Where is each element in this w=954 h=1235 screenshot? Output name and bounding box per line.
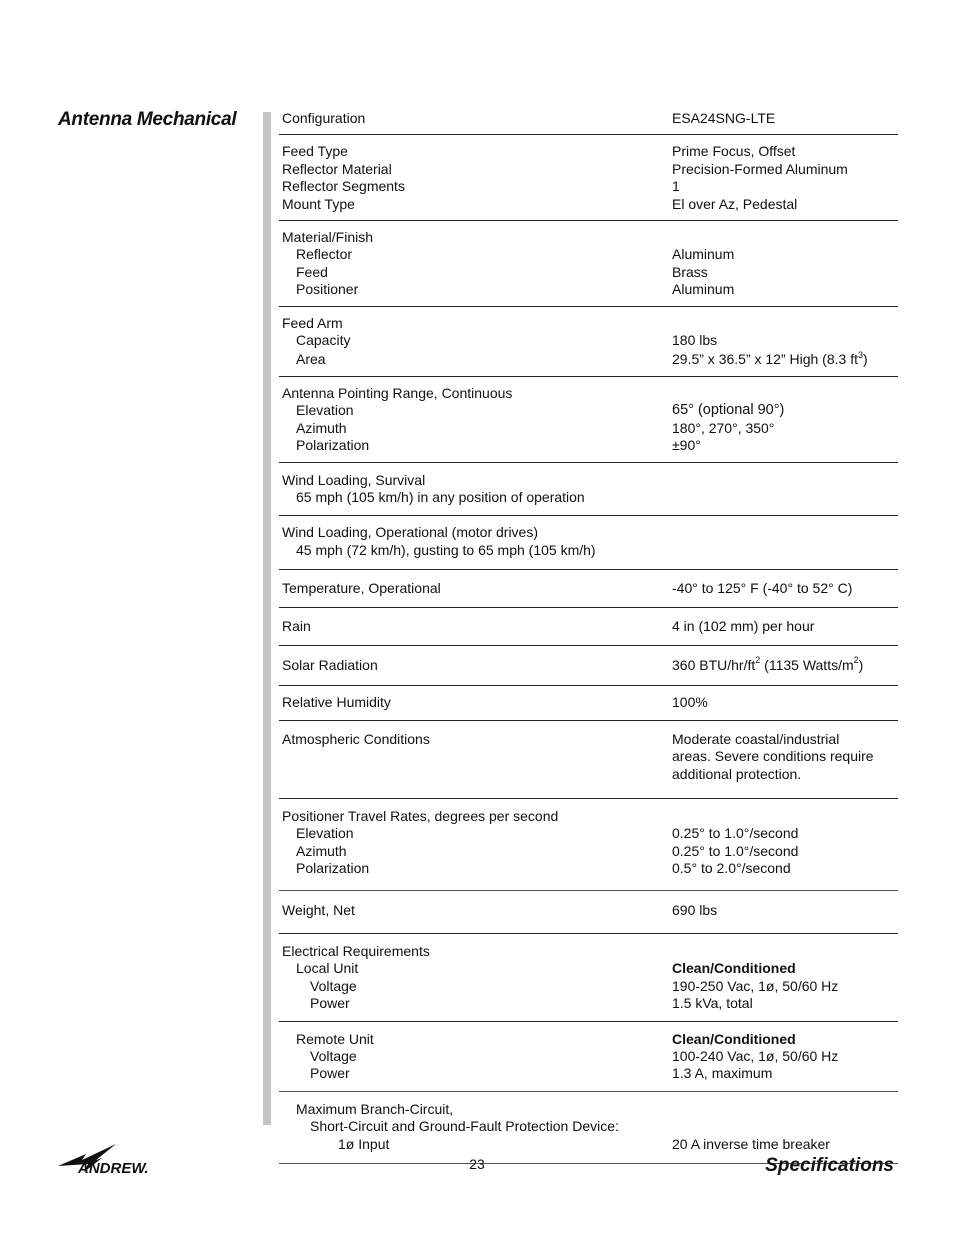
superscript: 3	[857, 349, 863, 360]
footer-section-label: Specifications	[765, 1155, 894, 1176]
spec-label: 65 mph (105 km/h) in any position of operation	[296, 488, 585, 505]
spec-value: Clean/Conditioned	[672, 1030, 796, 1047]
spec-label: Reflector Segments	[282, 178, 405, 195]
spec-label: Wind Loading, Survival	[282, 471, 426, 488]
spec-value	[672, 351, 898, 368]
spec-label: Material/Finish	[282, 229, 374, 246]
spec-value: 100%	[672, 694, 708, 711]
spec-value	[672, 943, 898, 960]
solar-value-close: )	[858, 656, 864, 673]
spec-value: 180 lbs	[672, 332, 718, 349]
spec-row	[279, 694, 898, 711]
spec-label: Polarization	[296, 437, 370, 454]
spec-row	[279, 1031, 898, 1048]
spec-label: Electrical Requirements	[282, 943, 430, 959]
spec-value: 1	[672, 178, 680, 195]
spec-label: Maximum Branch-Circuit,	[296, 1100, 454, 1117]
spec-label: Feed Type	[282, 143, 348, 160]
spec-block-branch-circuit	[279, 1092, 898, 1164]
spec-label: Positioner Travel Rates, degrees per second	[282, 807, 559, 824]
spec-block-atmospheric	[279, 721, 898, 799]
spec-value: 20 A inverse time breaker	[672, 1135, 830, 1152]
spec-value	[672, 524, 898, 541]
spec-value: Aluminum	[672, 281, 735, 298]
solar-value-mid: (1135 Watts/m	[760, 656, 854, 673]
spec-value	[672, 1101, 898, 1118]
spec-block-electrical-local	[279, 934, 898, 1022]
area-value-close: )	[863, 351, 868, 368]
spec-value: ±90°	[672, 437, 701, 454]
spec-block-humidity	[279, 686, 898, 720]
spec-label: Solar Radiation	[282, 656, 378, 673]
solar-value: 360 BTU/hr/ft	[672, 656, 756, 673]
spec-row	[279, 524, 898, 541]
spec-row	[279, 143, 898, 160]
spec-value: ESA24SNG-LTE	[672, 110, 776, 126]
spec-block-pointing-range	[279, 377, 898, 463]
spec-table	[279, 110, 898, 1164]
spec-value: 690 lbs	[672, 901, 718, 918]
spec-row	[279, 580, 898, 597]
spec-row	[279, 196, 898, 213]
spec-value: 190-250 Vac, 1ø, 50/60 Hz	[672, 977, 839, 994]
superscript: 2	[755, 655, 761, 666]
spec-label: Voltage	[310, 1048, 357, 1065]
spec-label: Azimuth	[296, 842, 347, 859]
superscript: 2	[853, 655, 859, 666]
spec-row	[279, 843, 898, 860]
spec-label: Atmospheric Conditions	[282, 730, 430, 747]
spec-row	[279, 1136, 898, 1153]
spec-value	[672, 315, 898, 332]
spec-value: Precision-Formed Aluminum	[672, 160, 848, 177]
spec-value: 4 in (102 mm) per hour	[672, 617, 815, 634]
spec-block-rain	[279, 608, 898, 646]
spec-label: Short-Circuit and Ground-Fault Protection Device:	[310, 1118, 619, 1135]
spec-value: areas. Severe conditions require	[672, 748, 874, 765]
spec-block-electrical-remote	[279, 1022, 898, 1092]
spec-row	[279, 825, 898, 842]
spec-label: Elevation	[296, 402, 354, 419]
spec-label: Wind Loading, Operational (motor drives)	[282, 524, 539, 541]
spec-row	[279, 489, 898, 506]
spec-row	[279, 246, 898, 263]
spec-row	[279, 1065, 898, 1082]
spec-value	[672, 657, 898, 674]
spec-value: 180°, 270°, 350°	[672, 419, 775, 436]
spec-label: Reflector	[296, 246, 353, 263]
sidebar-bar	[263, 112, 271, 1125]
spec-value	[672, 472, 898, 489]
spec-label: Elevation	[296, 825, 354, 842]
spec-row	[279, 618, 898, 635]
spec-label: 1ø Input	[338, 1135, 390, 1152]
spec-label: Voltage	[310, 977, 357, 994]
spec-row	[279, 902, 898, 919]
spec-label	[279, 766, 672, 783]
spec-value: Brass	[672, 263, 708, 280]
spec-row	[279, 385, 898, 402]
spec-label: Antenna Pointing Range, Continuous	[282, 384, 513, 401]
spec-block-travel-rates	[279, 799, 898, 891]
spec-row	[279, 1118, 898, 1135]
spec-label: Reflector Material	[282, 160, 392, 177]
spec-label: Area	[296, 351, 326, 368]
spec-row	[279, 542, 898, 559]
spec-value	[672, 808, 898, 825]
spec-label: Temperature, Operational	[282, 580, 441, 597]
spec-row	[279, 161, 898, 178]
spec-row	[279, 178, 898, 195]
spec-value: 0.25° to 1.0°/second	[672, 825, 799, 842]
spec-value: 1.5 kVa, total	[672, 995, 753, 1012]
spec-block-wind-survival	[279, 463, 898, 517]
spec-label	[279, 748, 672, 765]
spec-row	[279, 860, 898, 877]
spec-label: Capacity	[296, 332, 351, 349]
spec-label: Configuration	[282, 110, 366, 126]
page-number: 23	[469, 1156, 485, 1172]
spec-row	[279, 420, 898, 437]
spec-value: Aluminum	[672, 246, 735, 263]
spec-block-temperature	[279, 570, 898, 607]
spec-block-feed-arm	[279, 307, 898, 377]
spec-label: Weight, Net	[282, 901, 355, 918]
spec-row	[279, 264, 898, 281]
spec-value	[672, 385, 898, 402]
spec-label: Mount Type	[282, 195, 355, 212]
spec-label: Power	[310, 995, 350, 1012]
spec-label: Positioner	[296, 281, 359, 298]
spec-block-feed	[279, 135, 898, 221]
spec-value: additional protection.	[672, 765, 802, 782]
spec-value	[596, 542, 898, 559]
spec-row	[279, 351, 898, 368]
spec-block-weight	[279, 891, 898, 934]
section-title: Antenna Mechanical	[58, 109, 237, 130]
spec-row	[279, 766, 898, 783]
spec-row	[279, 402, 898, 419]
spec-value: 100-240 Vac, 1ø, 50/60 Hz	[672, 1048, 839, 1065]
spec-row	[279, 657, 898, 674]
spec-label: Feed Arm	[282, 314, 343, 331]
spec-row	[279, 110, 898, 127]
spec-value	[585, 489, 898, 506]
spec-block-material	[279, 221, 898, 307]
spec-block-solar	[279, 646, 898, 686]
spec-value	[672, 229, 898, 246]
spec-row	[279, 808, 898, 825]
logo-text: ANDREW.	[78, 1160, 149, 1176]
area-value: 29.5” x 36.5” x 12” High (8.3 ft	[672, 351, 858, 368]
spec-label: Azimuth	[296, 419, 347, 436]
spec-label: Power	[310, 1065, 350, 1082]
spec-row	[279, 472, 898, 489]
spec-label: Rain	[282, 617, 311, 634]
spec-value	[672, 1118, 898, 1135]
spec-row	[279, 978, 898, 995]
spec-label: Feed	[296, 263, 328, 280]
spec-label: 45 mph (72 km/h), gusting to 65 mph (105 km/h)	[296, 541, 596, 558]
spec-row	[279, 731, 898, 748]
spec-label: Remote Unit	[296, 1030, 374, 1047]
spec-row	[279, 748, 898, 765]
spec-value: Moderate coastal/industrial	[672, 730, 840, 747]
spec-row	[279, 1101, 898, 1118]
spec-block-configuration	[279, 110, 898, 135]
spec-row	[279, 437, 898, 454]
spec-value: Prime Focus, Offset	[672, 143, 796, 160]
spec-row	[279, 315, 898, 332]
spec-value: 0.25° to 1.0°/second	[672, 842, 799, 859]
spec-value: El over Az, Pedestal	[672, 195, 798, 212]
spec-row	[279, 943, 898, 960]
spec-value: 0.5° to 2.0°/second	[672, 860, 791, 877]
spec-value: 65° (optional 90°)	[672, 402, 785, 419]
spec-label: Local Unit	[296, 960, 359, 977]
spec-row	[279, 960, 898, 977]
spec-value: -40° to 125° F (-40° to 52° C)	[672, 580, 853, 597]
spec-row	[279, 1048, 898, 1065]
spec-value: 1.3 A, maximum	[672, 1065, 773, 1082]
spec-row	[279, 332, 898, 349]
spec-row	[279, 229, 898, 246]
spec-row	[279, 995, 898, 1012]
spec-block-wind-operational	[279, 516, 898, 570]
spec-label: Relative Humidity	[282, 694, 391, 711]
spec-row	[279, 281, 898, 298]
spec-label: Polarization	[296, 860, 370, 877]
spec-value: Clean/Conditioned	[672, 960, 796, 977]
